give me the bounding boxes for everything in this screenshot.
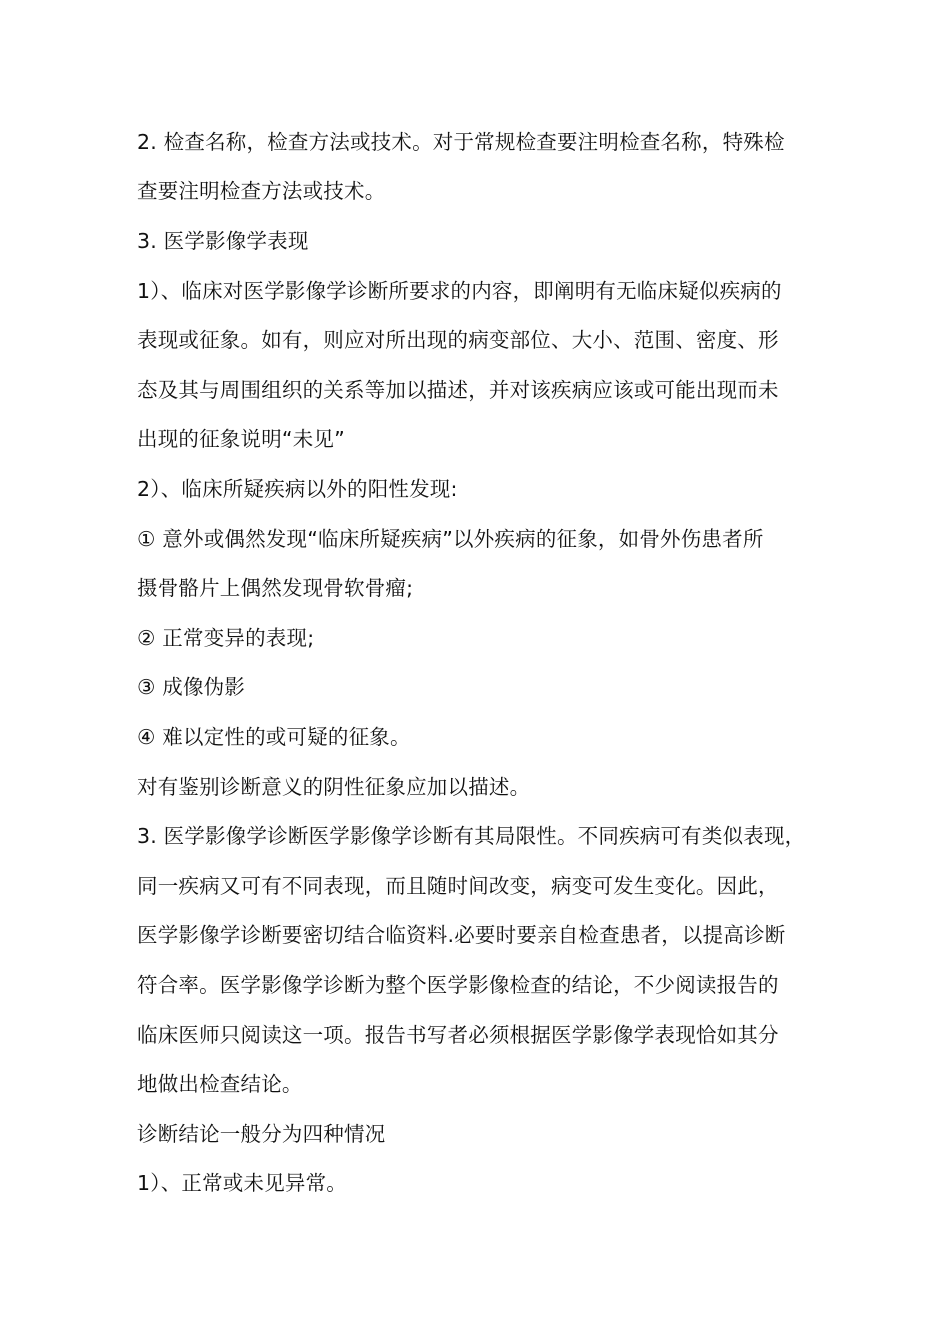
text-line: 符合率。医学影像学诊断为整个医学影像检查的结论，不少阅读报告的 bbox=[137, 973, 779, 997]
text-line: 同一疾病又可有不同表现，而且随时间改变，病变可发生变化。因此， bbox=[137, 874, 779, 898]
section-heading: 3. 医学影像学表现 bbox=[137, 229, 309, 253]
list-item: ③ 成像伪影 bbox=[137, 675, 246, 699]
text-line: 摄骨骼片上偶然发现骨软骨瘤; bbox=[137, 576, 414, 600]
text-line: 出现的征象说明“未见” bbox=[137, 427, 345, 451]
text-line: 2. 检查名称，检查方法或技术。对于常规检查要注明检查名称，特殊检 bbox=[137, 130, 785, 154]
text-line: 2）、临床所疑疾病以外的阳性发现: bbox=[137, 477, 458, 501]
text-line: 地做出检查结论。 bbox=[137, 1072, 303, 1096]
text-line: 对有鉴别诊断意义的阴性征象应加以描述。 bbox=[137, 775, 531, 799]
list-item: ② 正常变异的表现; bbox=[137, 626, 315, 650]
text-line: 临床医师只阅读这一项。报告书写者必须根据医学影像学表现恰如其分 bbox=[137, 1023, 779, 1047]
text-line: 查要注明检查方法或技术。 bbox=[137, 179, 386, 203]
text-line: 1）、正常或未见异常。 bbox=[137, 1171, 347, 1195]
text-line: 诊断结论一般分为四种情况 bbox=[137, 1122, 386, 1146]
text-line: 医学影像学诊断要密切结合临资料.必要时要亲自检查患者，以提高诊断 bbox=[137, 923, 786, 947]
text-line: 表现或征象。如有，则应对所出现的病变部位、大小、范围、密度、形 bbox=[137, 328, 779, 352]
text-line: 态及其与周围组织的关系等加以描述，并对该疾病应该或可能出现而未 bbox=[137, 378, 779, 402]
text-line: 1）、临床对医学影像学诊断所要求的内容，即阐明有无临床疑似疾病的 bbox=[137, 279, 782, 303]
list-item: ① 意外或偶然发现“临床所疑疾病”以外疾病的征象，如骨外伤患者所 bbox=[137, 527, 764, 551]
text-line: 3. 医学影像学诊断医学影像学诊断有其局限性。不同疾病可有类似表现， bbox=[137, 824, 806, 848]
list-item: ④ 难以定性的或可疑的征象。 bbox=[137, 725, 411, 749]
